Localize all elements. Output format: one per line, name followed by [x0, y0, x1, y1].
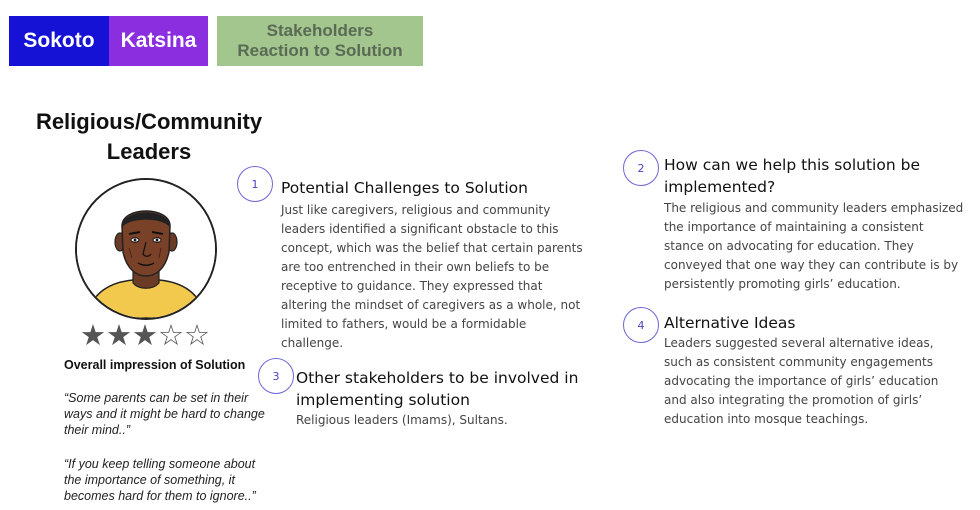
quote-2: “If you keep telling someone about the importance of something, it becomes hard for them to ignore..”	[64, 457, 256, 503]
star-filled-icon: ★	[132, 318, 158, 352]
tab-katsina-label: Katsina	[120, 29, 197, 52]
section-body-alternative-ideas: Leaders suggested several alternative ideas, such as consistent community engagements advocating the importance of girls’ education and also integrating the promotion of girls’ education into mosque teachings.	[664, 336, 939, 426]
section-body-other-stakeholders: Religious leaders (Imams), Sultans.	[296, 413, 508, 427]
leader-avatar	[75, 178, 217, 320]
tab-sokoto[interactable]	[9, 16, 109, 66]
section-body-implementation: The religious and community leaders emphasized the importance of maintaining a consistent stance on advocating for education. They conveyed that one way they can contribute is by persistently promoting girls’ education.	[664, 201, 964, 291]
section-heading-alternative-ideas: Alternative Ideas	[664, 314, 796, 332]
star-empty-icon: ☆	[184, 318, 210, 352]
star-filled-icon: ★	[80, 318, 106, 352]
tab-sokoto-label: Sokoto	[23, 29, 95, 52]
page-title-line1: Religious/Community	[35, 109, 263, 134]
tab-katsina[interactable]	[109, 16, 208, 66]
star-filled-icon: ★	[106, 318, 132, 352]
section-number-badge: 2	[623, 150, 659, 186]
quote-1: “Some parents can be set in their ways and it might be hard to change their mind..”	[64, 391, 265, 437]
star-empty-icon: ☆	[158, 318, 184, 352]
section-heading-implementation: How can we help this solution be implemented?	[664, 156, 920, 196]
tab-stakeholders-line1: Stakeholders	[266, 21, 374, 40]
rating-stars	[80, 318, 210, 352]
impression-label: Overall impression of Solution	[64, 358, 246, 372]
section-number-badge: 1	[237, 166, 273, 202]
section-number-badge: 4	[623, 307, 659, 343]
section-number-badge: 3	[258, 358, 294, 394]
tab-stakeholders-reaction[interactable]	[217, 16, 423, 66]
page-title-line2: Leaders	[106, 139, 192, 164]
section-heading-other-stakeholders: Other stakeholders to be involved in implementing solution	[296, 369, 579, 409]
section-body-challenges: Just like caregivers, religious and community leaders identified a significant obstacle to this concept, which was the belief that certain parents are too entrenched in their own beliefs to be receptive to guidance. They expressed that altering the mindset of caregivers as a whole, not limited to fathers, would be a formidable challenge.	[281, 203, 583, 350]
section-heading-challenges: Potential Challenges to Solution	[281, 179, 528, 197]
tab-stakeholders-line2: Reaction to Solution	[237, 41, 403, 60]
person-illustration	[77, 180, 215, 318]
page-title	[28, 107, 270, 167]
